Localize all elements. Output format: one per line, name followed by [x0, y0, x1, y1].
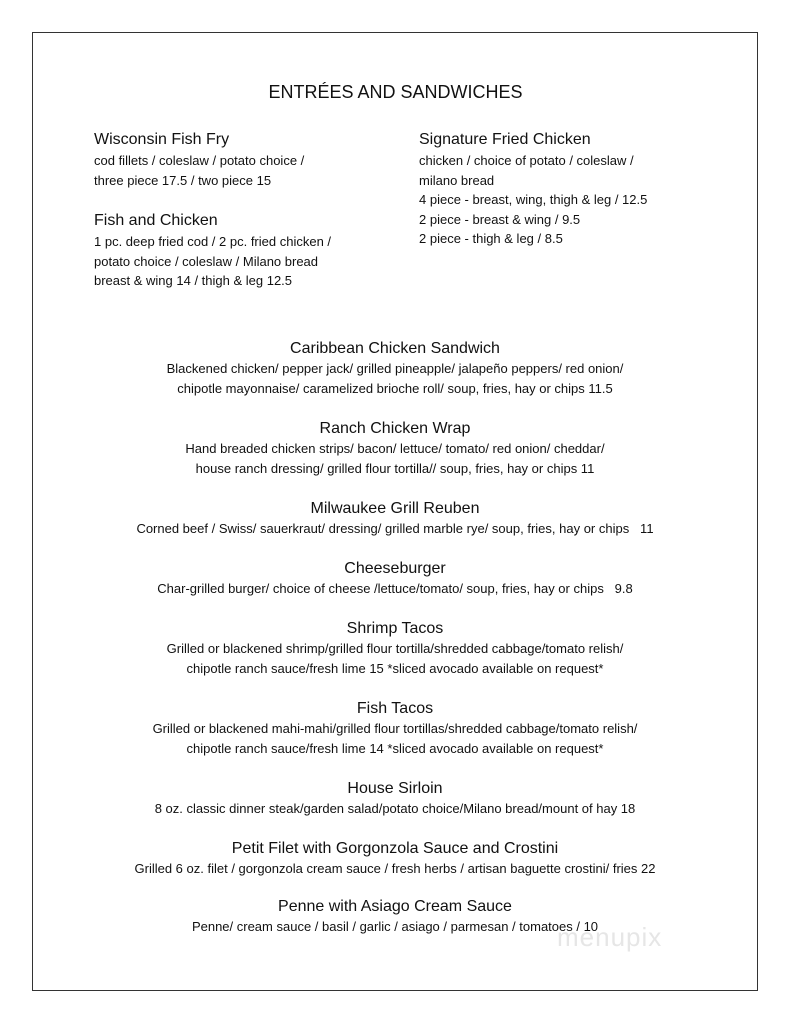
- item-line: cod fillets / coleslaw / potato choice /: [94, 153, 305, 168]
- item-line: chicken / choice of potato / coleslaw /: [419, 153, 634, 168]
- item-name: Fish Tacos: [356, 700, 434, 717]
- item-line: 4 piece - breast, wing, thigh & leg / 12.5: [419, 192, 648, 207]
- item-line: chipotle mayonnaise/ caramelized brioche roll/ soup, fries, hay or chips 11.5: [177, 381, 613, 396]
- section-title: ENTRÉES AND SANDWICHES: [268, 82, 523, 102]
- item-line: breast & wing 14 / thigh & leg 12.5: [94, 273, 293, 288]
- item-line: 1 pc. deep fried cod / 2 pc. fried chicken /: [94, 234, 332, 249]
- item-name: Caribbean Chicken Sandwich: [290, 340, 500, 357]
- item-name: Petit Filet with Gorgonzola Sauce and Crostini: [231, 840, 559, 857]
- item-line: Grilled 6 oz. filet / gorgonzola cream sauce / fresh herbs / artisan baguette crostini/ fries 22: [134, 861, 656, 876]
- item-line: house ranch dressing/ grilled flour tortilla// soup, fries, hay or chips 11: [195, 461, 595, 476]
- item-line: 2 piece - thigh & leg / 8.5: [419, 231, 563, 246]
- item-line: milano bread: [419, 172, 495, 188]
- item-name: Cheeseburger: [344, 560, 446, 577]
- menu-item: [32, 498, 758, 539]
- item-line: Hand breaded chicken strips/ bacon/ lettuce/ tomato/ red onion/ cheddar/: [185, 441, 605, 456]
- item-line: Grilled or blackened mahi-mahi/grilled flour tortillas/shredded cabbage/tomato relish/: [152, 721, 638, 736]
- item-line: 8 oz. classic dinner steak/garden salad/potato choice/Milano bread/mount of hay 18: [154, 801, 636, 816]
- menu-item: [32, 558, 758, 599]
- item-name: Wisconsin Fish Fry: [94, 131, 230, 148]
- menu-item: [32, 618, 758, 679]
- item-line: 2 piece - breast & wing / 9.5: [419, 211, 581, 227]
- menu-item-fish-and-chicken: [94, 210, 331, 291]
- item-line: Grilled or blackened shrimp/grilled flour tortilla/shredded cabbage/tomato relish/: [166, 641, 624, 656]
- item-name: House Sirloin: [347, 780, 443, 797]
- item-name: Ranch Chicken Wrap: [319, 420, 471, 437]
- item-name: Penne with Asiago Cream Sauce: [278, 898, 512, 915]
- item-line: Blackened chicken/ pepper jack/ grilled pineapple/ jalapeño peppers/ red onion/: [166, 361, 624, 376]
- menu-item: [32, 838, 758, 879]
- item-name: Signature Fried Chicken: [419, 131, 591, 148]
- item-line: Char-grilled burger/ choice of cheese /lettuce/tomato/ soup, fries, hay or chips 9.8: [157, 581, 633, 596]
- item-name: Milwaukee Grill Reuben: [310, 500, 480, 517]
- menu-item: [32, 418, 758, 479]
- item-name: Fish and Chicken: [94, 212, 218, 229]
- menu-item: [32, 338, 758, 399]
- menu-item-signature-fried-chicken: [419, 129, 647, 249]
- menu-item: [32, 698, 758, 759]
- item-line: Penne/ cream sauce / basil / garlic / asiago / parmesan / tomatoes / 10: [191, 919, 599, 934]
- menu-item: [32, 778, 758, 819]
- item-name: Shrimp Tacos: [346, 620, 444, 637]
- item-line: three piece 17.5 / two piece 15: [94, 172, 272, 188]
- watermark-logo: menupix: [557, 922, 663, 952]
- item-line: chipotle ranch sauce/fresh lime 14 *sliced avocado available on request*: [186, 741, 604, 756]
- item-line: Corned beef / Swiss/ sauerkraut/ dressing/ grilled marble rye/ soup, fries, hay or chips 11: [136, 521, 654, 536]
- item-line: chipotle ranch sauce/fresh lime 15 *sliced avocado available on request*: [186, 661, 604, 676]
- item-line: potato choice / coleslaw / Milano bread: [94, 253, 319, 269]
- menu-item-wisconsin-fish-fry: [94, 129, 304, 190]
